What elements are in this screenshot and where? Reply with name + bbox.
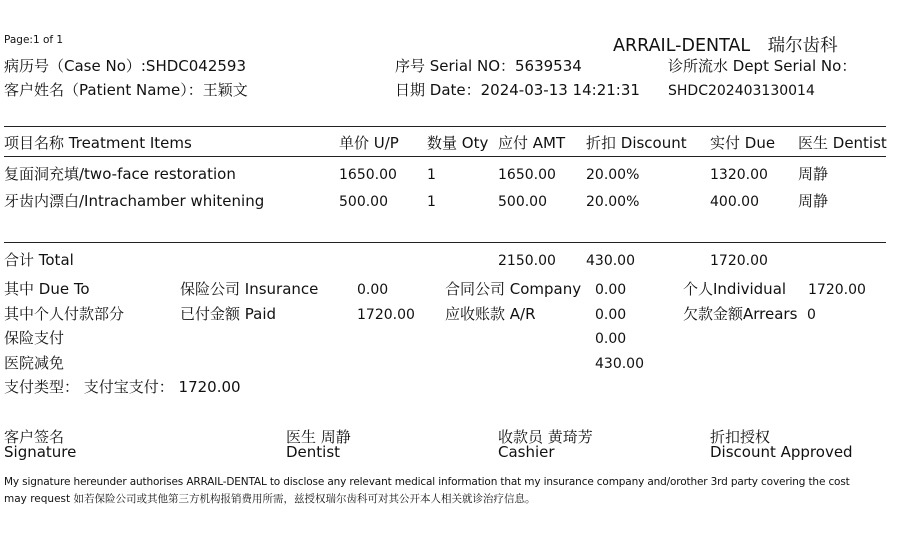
row-treatment: 复面洞充填/two-face restoration bbox=[4, 165, 236, 183]
individual-label: 个人Individual bbox=[683, 280, 787, 298]
cashier-signature-en: Cashier bbox=[498, 443, 555, 461]
due-to-label: 其中 Due To bbox=[4, 280, 90, 298]
insurance-value: 0.00 bbox=[357, 282, 389, 298]
dept-serial-label: 诊所流水 Dept Serial No： bbox=[668, 57, 857, 75]
clinic-name: ARRAIL-DENTAL 瑞尔齿科 bbox=[613, 36, 838, 56]
col-amount: 应付 AMT bbox=[498, 134, 566, 152]
dentist-signature-en: Dentist bbox=[286, 443, 341, 461]
insurance-label: 保险公司 Insurance bbox=[180, 280, 319, 298]
dentist-signature-cn: 医生 周静 bbox=[286, 428, 351, 446]
table-top-rule bbox=[4, 126, 886, 127]
col-quantity: 数量 Oty bbox=[427, 134, 489, 152]
disclaimer-line-2: may request 如若保险公司或其他第三方机构报销费用所需，兹授权瑞尔齿科可对其公开本人相关就诊治疗信息。 bbox=[4, 493, 536, 505]
arrears-value: 0 bbox=[807, 307, 816, 323]
row-due: 400.00 bbox=[710, 194, 759, 210]
discount-approval-en: Discount Approved bbox=[710, 443, 853, 461]
dept-serial-value: SHDC202403130014 bbox=[668, 83, 815, 99]
row-amount: 1650.00 bbox=[498, 167, 556, 183]
insurance-payment-value: 0.00 bbox=[595, 331, 627, 347]
payment-type: 支付类型： 支付宝支付： 1720.00 bbox=[4, 378, 241, 396]
total-discount: 430.00 bbox=[586, 253, 635, 269]
row-quantity: 1 bbox=[427, 194, 436, 210]
ar-label: 应收账款 A/R bbox=[445, 305, 536, 323]
row-discount: 20.00% bbox=[586, 167, 640, 183]
row-discount: 20.00% bbox=[586, 194, 640, 210]
col-treatment-items: 项目名称 Treatment Items bbox=[4, 134, 192, 152]
customer-signature-cn: 客户签名 bbox=[4, 428, 65, 446]
patient-name: 客户姓名（Patient Name）：王颖文 bbox=[4, 81, 248, 99]
insurance-payment-label: 保险支付 bbox=[4, 329, 65, 347]
serial-number: 序号 Serial NO：5639534 bbox=[395, 57, 582, 75]
hospital-reduction-value: 430.00 bbox=[595, 356, 644, 372]
row-treatment: 牙齿内漂白/Intrachamber whitening bbox=[4, 192, 265, 210]
row-unit-price: 1650.00 bbox=[339, 167, 397, 183]
row-unit-price: 500.00 bbox=[339, 194, 388, 210]
disclaimer-line-1: My signature hereunder authorises ARRAIL-DENTAL to disclose any relevant medical information that my insurance company and/orother 3rd party covering the cost bbox=[4, 476, 850, 488]
total-label: 合计 Total bbox=[4, 251, 74, 269]
row-amount: 500.00 bbox=[498, 194, 547, 210]
col-due: 实付 Due bbox=[710, 134, 776, 152]
table-bottom-rule bbox=[4, 242, 886, 243]
row-quantity: 1 bbox=[427, 167, 436, 183]
hospital-reduction-label: 医院减免 bbox=[4, 354, 65, 372]
row-dentist: 周静 bbox=[798, 165, 829, 183]
col-unit-price: 单价 U/P bbox=[339, 134, 399, 152]
company-value: 0.00 bbox=[595, 282, 627, 298]
paid-label: 已付金额 Paid bbox=[180, 305, 277, 323]
table-header-rule bbox=[4, 156, 886, 157]
row-dentist: 周静 bbox=[798, 192, 829, 210]
invoice-date: 日期 Date：2024-03-13 14:21:31 bbox=[395, 81, 640, 99]
case-number: 病历号（Case No）:SHDC042593 bbox=[4, 57, 247, 75]
cashier-signature-cn: 收款员 黄琦芳 bbox=[498, 428, 593, 446]
total-due: 1720.00 bbox=[710, 253, 768, 269]
page-number: Page:1 of 1 bbox=[4, 34, 64, 46]
row-due: 1320.00 bbox=[710, 167, 768, 183]
arrears-label: 欠款金额Arrears bbox=[683, 305, 798, 323]
paid-value: 1720.00 bbox=[357, 307, 415, 323]
individual-value: 1720.00 bbox=[808, 282, 866, 298]
total-amount: 2150.00 bbox=[498, 253, 556, 269]
ar-value: 0.00 bbox=[595, 307, 627, 323]
col-dentist: 医生 Dentist bbox=[798, 134, 887, 152]
company-label: 合同公司 Company bbox=[445, 280, 582, 298]
personal-part-label: 其中个人付款部分 bbox=[4, 305, 125, 323]
customer-signature-en: Signature bbox=[4, 443, 77, 461]
discount-approval-cn: 折扣授权 bbox=[710, 428, 771, 446]
col-discount: 折扣 Discount bbox=[586, 134, 687, 152]
